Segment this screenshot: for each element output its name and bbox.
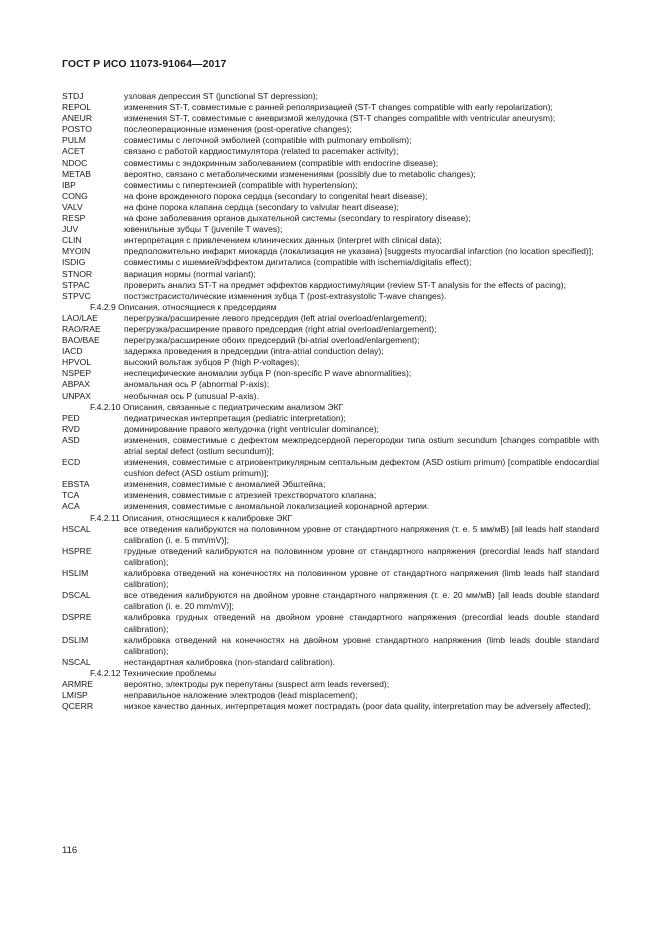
term-description: изменения, совместимые с атриовентрикулярным септальным дефектом (ASD ostium primum) [compatible endocardial cushion defect (ASD ostium primum)]; [124, 457, 599, 479]
term-description: все отведения калибруются на половинном уровне от стандартного напряжения (т. е. 5 мм/мВ) [all leads half standard calibration (i. e. 5 mm/mV)]; [124, 523, 599, 545]
term-entry [62, 191, 599, 202]
term-description: изменения, совместимые с атрезией трехстворчатого клапана; [124, 490, 377, 501]
term-entry [62, 379, 599, 390]
term-description: изменения, совместимые с аномальной локализацией коронарной артерии. [124, 501, 430, 512]
term-code: RESP [62, 213, 86, 224]
term-description: проверить анализ ST-T на предмет эффектов кардиостимуляции (review ST-T analysis for the effects of pacing); [124, 279, 566, 290]
term-entry [62, 158, 599, 169]
term-code: PED [62, 412, 80, 423]
term-description: доминирование правого желудочка (right ventricular dominance); [124, 423, 379, 434]
term-code: LMISP [62, 690, 88, 701]
term-description: задержка проведения в предсердии (intra-atrial conduction delay); [124, 346, 384, 357]
term-code: STNOR [62, 268, 93, 279]
term-description: совместимы с легочной эмболией (compatible with pulmonary embolism); [124, 135, 412, 146]
term-entry [62, 324, 599, 335]
term-entry [62, 224, 599, 235]
term-code: NDOC [62, 157, 88, 168]
term-entry [62, 280, 599, 291]
term-entry [62, 269, 599, 280]
term-code: ASD [62, 434, 80, 445]
term-code: DSLIM [62, 634, 89, 645]
term-description: неправильное наложение электродов (lead misplacement); [124, 690, 358, 701]
term-entry [62, 357, 599, 368]
term-description: изменения, совместимые с аномалией Эбштейна; [124, 479, 326, 490]
term-description: предположительно инфаркт миокарда (локализация не указана) [suggests myocardial infarction (no location specified)]; [124, 246, 594, 257]
term-code: RVD [62, 423, 80, 434]
term-entry [62, 124, 599, 135]
term-code: ABPAX [62, 379, 91, 390]
term-code: NSCAL [62, 656, 91, 667]
term-entry [62, 313, 599, 324]
term-description: нестандартная калибровка (non-standard calibration). [124, 656, 336, 667]
term-code: CONG [62, 190, 88, 201]
term-description: изменения ST-T, совместимые с аневризмой желудочка (ST-T changes compatible with ventricular aneurysm); [124, 113, 556, 124]
term-entry [62, 690, 599, 701]
term-entry [62, 91, 599, 102]
term-code: ANEUR [62, 113, 93, 124]
term-description: вариация нормы (normal variant); [124, 268, 256, 279]
term-code: MYOIN [62, 246, 91, 257]
term-code: JUV [62, 224, 79, 235]
term-description: грудные отведений калибруются на половинном уровне от стандартного напряжения (precordial leads half standard calibration); [124, 545, 599, 567]
term-entry [62, 490, 599, 501]
term-code: POSTO [62, 124, 92, 135]
term-entry [62, 413, 599, 424]
section-heading: F.4.2.12 Технические проблемы [90, 667, 217, 678]
term-description: ювенильные зубцы Т (juvenile T waves); [124, 224, 283, 235]
term-code: IBP [62, 179, 76, 190]
term-entry [62, 169, 599, 180]
term-entry [62, 391, 599, 402]
term-description: необычная ось P (unusual P-axis). [124, 390, 259, 401]
term-entry [62, 457, 599, 479]
term-description: совместимы с эндокринным заболеванием (compatible with endocrine disease); [124, 157, 439, 168]
term-description: интерпретация с привлечением клинических данных (interpret with clinical data); [124, 235, 442, 246]
section-heading: F.4.2.9 Описания, относящиеся к предсердиям [90, 301, 277, 312]
section-heading: F.4.2.11 Описания, относящиеся к калибровке ЭКГ [90, 512, 293, 523]
term-entry [62, 635, 599, 657]
term-entry [62, 701, 599, 712]
term-list [62, 91, 599, 712]
section-heading: F.4.2.10 Описания, связанные с педиатрическим анализом ЭКГ [90, 401, 344, 412]
term-code: REPOL [62, 102, 92, 113]
term-description: постэкстрасистолические изменения зубца Т (post-extrasystolic T-wave changes). [124, 290, 447, 301]
term-code: DSPRE [62, 612, 92, 623]
term-entry [62, 113, 599, 124]
term-entry [62, 135, 599, 146]
term-description: совместимы с ишемией/эффектом дигиталиса (compatible with ischemia/digitalis effect); [124, 257, 472, 268]
term-description: низкое качество данных, интерпретация может пострадать (poor data quality, interpretation may be adversely affected); [124, 701, 592, 712]
term-entry [62, 335, 599, 346]
term-description: вероятно, связано с метаболическими изменениями (possibly due to metabolic changes); [124, 168, 476, 179]
term-entry [62, 435, 599, 457]
term-entry [62, 346, 599, 357]
page-number: 116 [62, 845, 78, 856]
term-description: послеоперационные изменения (post-operative changes); [124, 124, 352, 135]
term-code: UNPAX [62, 390, 91, 401]
term-entry [62, 180, 599, 191]
term-code: METAB [62, 168, 91, 179]
term-code: EBSTA [62, 479, 90, 490]
term-description: перегрузка/расширение обоих предсердий (bi-atrial overload/enlargement); [124, 335, 420, 346]
term-description: неспецифические аномалии зубца P (non-specific P wave abnormalities); [124, 368, 412, 379]
term-entry [62, 146, 599, 157]
term-description: на фоне заболевания органов дыхательной системы (secondary to respiratory disease); [124, 213, 471, 224]
term-code: HPVOL [62, 357, 92, 368]
term-code: BAO/BAE [62, 335, 100, 346]
term-description: на фоне порока клапана сердца (secondary to valvular heart disease); [124, 201, 399, 212]
term-description: совместимы с гипертензией (compatible with hypertension); [124, 179, 358, 190]
term-entry [62, 368, 599, 379]
term-entry [62, 612, 599, 634]
term-entry [62, 202, 599, 213]
term-description: высокий вольтаж зубцов P (high P-voltages); [124, 357, 300, 368]
term-description: все отведения калибруются на двойном уровне стандартного напряжения (т. е. 20 мм/мВ) [all leads double standard calibration (i. e. 20 mm/mV)]; [124, 590, 599, 612]
term-description: связано с работой кардиостимулятора (related to pacemaker activity); [124, 146, 399, 157]
term-entry [62, 679, 599, 690]
term-description: калибровка грудных отведений на двойном уровне стандартного напряжения (precordial leads double standard calibration); [124, 612, 599, 634]
term-code: ISDIG [62, 257, 86, 268]
term-description: педиатрическая интерпретация (pediatric interpretation); [124, 412, 346, 423]
term-code: STDJ [62, 91, 84, 101]
term-code: VALV [62, 201, 83, 212]
term-description: изменения, совместимые с дефектом межпредсердной перегородки типа ostium secundum [changes compatible with atrial septal defect (ostium secundum)]; [124, 434, 599, 456]
term-code: NSPEP [62, 368, 92, 379]
term-description: перегрузка/расширение левого предсердия (left atrial overload/enlargement); [124, 312, 427, 323]
term-code: STPAC [62, 279, 91, 290]
term-code: TCA [62, 490, 80, 501]
term-code: ACA [62, 501, 80, 512]
term-code: CLIN [62, 235, 82, 246]
term-entry [62, 102, 599, 113]
term-code: PULM [62, 135, 86, 146]
term-description: перегрузка/расширение правого предсердия (right atrial overload/enlargement); [124, 323, 437, 334]
term-code: STPVC [62, 290, 91, 301]
term-entry [62, 568, 599, 590]
term-code: ECD [62, 457, 81, 468]
term-entry [62, 501, 599, 512]
term-description: изменения ST-T, совместимые с ранней реполяризацией (ST-T changes compatible with early repolarization); [124, 102, 553, 113]
term-entry [62, 546, 599, 568]
term-entry [62, 424, 599, 435]
term-entry [62, 235, 599, 246]
term-code: LAO/LAE [62, 312, 98, 323]
term-code: IACD [62, 346, 83, 357]
term-code: HSLIM [62, 568, 89, 579]
term-description: калибровка отведений на конечностях на половинном уровне от стандартного напряжения (limb leads half standard calibration); [124, 568, 599, 590]
term-description: на фоне врожденного порока сердца (secondary to congenital heart disease); [124, 190, 428, 201]
term-entry [62, 246, 599, 257]
term-entry [62, 479, 599, 490]
term-entry [62, 590, 599, 612]
term-code: HSCAL [62, 523, 91, 534]
term-code: ARMRE [62, 678, 94, 689]
term-description: узловая депрессия ST (junctional ST depression); [124, 91, 319, 101]
term-code: QCERR [62, 701, 94, 712]
term-description: вероятно, электроды рук перепутаны (suspect arm leads reversed); [124, 678, 390, 689]
term-code: HSPRE [62, 545, 92, 556]
term-code: ACET [62, 146, 85, 157]
term-code: DSCAL [62, 590, 91, 601]
term-entry [62, 291, 599, 302]
term-entry [62, 213, 599, 224]
term-entry [62, 257, 599, 268]
term-entry [62, 657, 599, 668]
document-header: ГОСТ Р ИСО 11073-91064—2017 [62, 58, 227, 70]
term-description: аномальная ось P (abnormal P-axis); [124, 379, 270, 390]
term-description: калибровка отведений на конечностях на двойном уровне стандартного напряжения (limb leads double standard calibration); [124, 634, 599, 656]
term-code: RAO/RAE [62, 323, 101, 334]
term-entry [62, 524, 599, 546]
